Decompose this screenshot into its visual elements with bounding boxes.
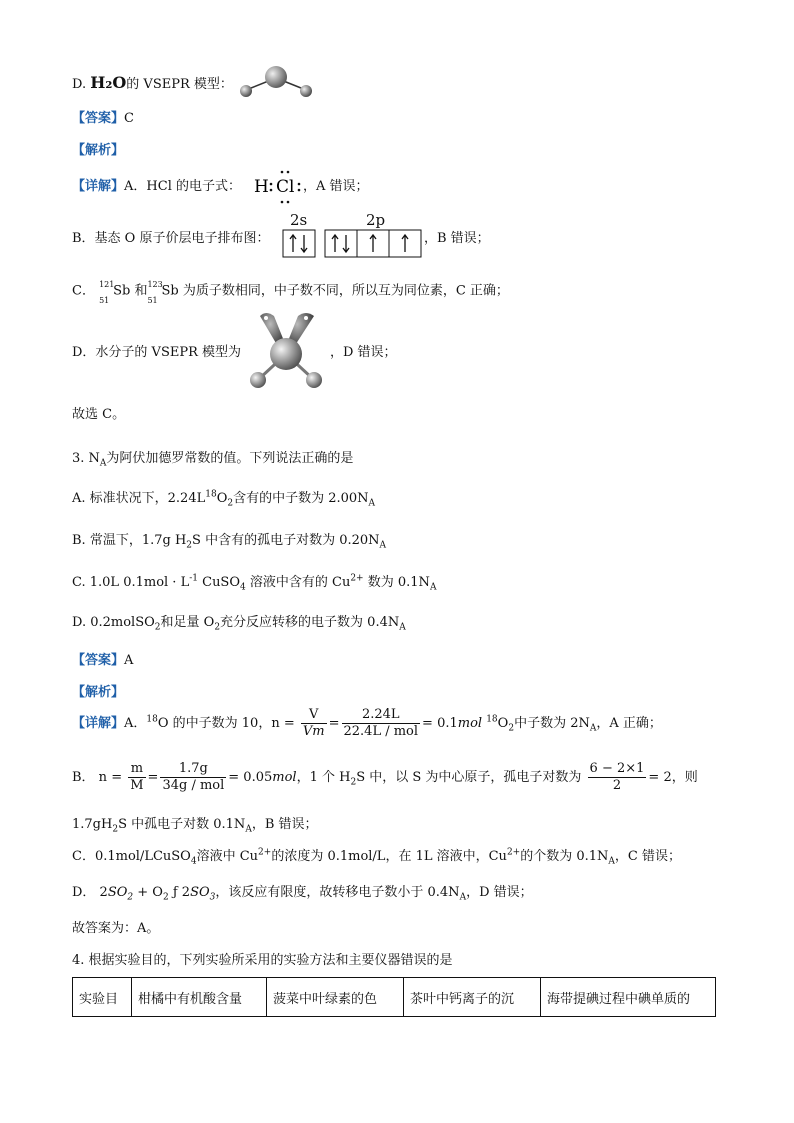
q3-answer: 【答案】A: [72, 653, 134, 668]
experiment-table: [72, 977, 716, 1017]
q3-option-b: B. 常温下，1.7g $H_2S$ 中含有的孤电子对数为 $0.20N_A$: [72, 533, 387, 551]
fraction-m-over-M: $\frac{m}{M}$: [130, 761, 144, 793]
orbital-box-diagram: [282, 229, 422, 259]
fraction-v-over-vm: $\frac{V}{Vm}$: [302, 707, 325, 739]
q2-detail-d: D．水分子的 VSEPR 模型为: [72, 345, 242, 360]
option-text: 的 VSEPR 模型：: [126, 77, 233, 92]
q3-detail-d: D． $2SO_2 + O_2$ ƒ $2SO_3$，该反应有限度，故转移电子数小于 $0.4N_A$，D 错误；: [72, 885, 533, 903]
q3-option-a: A. 标准状况下，$2.24L^{18}O_2$含有的中子数为 $2.00N_A$: [72, 489, 376, 509]
q3-detail-b: B． n = $\frac{m}{M}$ = $\frac{1.7g}{\text{34g / mol}}$ = 0.05mol，1 个 $H_2S$ 中，以 S 为中心原子，孤电子对数为 $\frac{6 - 2\times 1}{2}$ = 2，则: [72, 761, 698, 793]
q3-detail-b2: $1.7gH_2S$ 中孤电子对数 $0.1N_A$，B 错误；: [72, 817, 318, 835]
q3-detail-a: 【详解】A．$^{18}$O 的中子数为 10，n = $\frac{V}{Vm}$ = $\frac{2.24L}{\text{22.4L / mol}}$ = 0.1mol $^{18}O_2$中子数为 $2N_A$，A 正确；: [72, 707, 662, 739]
formula-h2o: H₂O: [90, 73, 127, 92]
option-d-line: [72, 74, 233, 94]
fraction-values-b: $\frac{1.7g}{\text{34g / mol}}$: [162, 761, 225, 793]
hcl-lewis-structure-icon: [252, 166, 316, 206]
q2-conclusion: 故选 C。: [72, 407, 126, 422]
table-cell: 菠菜中叶绿素的色: [267, 978, 404, 1017]
q2-answer: 【答案】C: [72, 111, 134, 126]
q2-detail-c: C． 121 51 Sb 和 123 51 Sb 为质子数相同，中子数不同，所以互为同位素，C 正确；: [72, 280, 509, 305]
q2-detail-b: B．基态 O 原子价层电子排布图：: [72, 231, 270, 246]
q3-conclusion: 故答案为：A。: [72, 921, 160, 936]
q3-analysis-heading: 【解析】: [72, 685, 125, 700]
q3-stem: 3. $N_A$为阿伏加德罗常数的值。下列说法正确的是: [72, 451, 354, 469]
h2o-bent-model-icon: [234, 64, 318, 102]
q4-stem: 4. 根据实验目的，下列实验所采用的实验方法和主要仪器错误的是: [72, 953, 453, 968]
table-cell: 海带提碘过程中碘单质的: [541, 978, 716, 1017]
fraction-values: $\frac{2.24L}{\text{22.4L / mol}}$: [343, 707, 419, 739]
q2-detail-d-after: ，D 错误；: [330, 345, 397, 360]
q2-analysis-heading: 【解析】: [72, 143, 125, 158]
orbital-2s-label: 2s: [290, 211, 308, 229]
table-cell: 柑橘中有机酸含量: [132, 978, 267, 1017]
q3-detail-c: C．0.1mol/LCuSO$_4$溶液中 $Cu^{2+}$的浓度为 0.1mol/L，在 1L 溶液中，$Cu^{2+}$的个数为 $0.1N_A$，C 错误；: [72, 847, 681, 867]
q3-option-c: C. 1.0L $0.1mol \cdot L^{-1}$ CuSO$_4$ 溶液中含有的 $Cu^{2+}$ 数为 $0.1N_A$: [72, 573, 437, 593]
fraction-lone-pairs: $\frac{6 - 2\times 1}{2}$: [589, 761, 645, 793]
option-label: D.: [72, 77, 87, 92]
q2-detail-a: 【详解】A．HCl 的电子式： ，A 错误；: [72, 179, 369, 194]
q2-detail-b-after: ，B 错误；: [424, 231, 490, 246]
table-row: [73, 978, 716, 1017]
q3-option-d: D. 0.2molSO$_2$和足量 $O_2$充分反应转移的电子数为 $0.4N_A$: [72, 615, 406, 633]
table-cell: 实验目: [73, 978, 132, 1017]
svg-text:H: H: [254, 177, 269, 197]
svg-text:Cl: Cl: [276, 177, 295, 197]
table-cell: 茶叶中钙离子的沉: [404, 978, 541, 1017]
water-vsepr-model-icon: [246, 308, 330, 392]
orbital-2p-label: 2p: [366, 211, 386, 229]
